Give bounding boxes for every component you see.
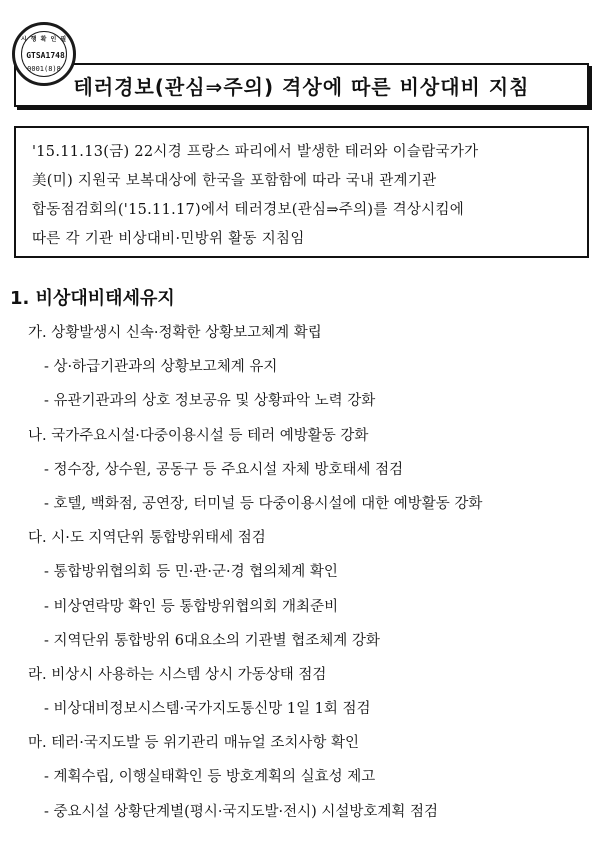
stamp-top-text: 시 행 확 인 필: [20, 36, 68, 43]
sub-item: - 비상대비정보시스템·국가지도통신망 1일 1회 점검: [44, 701, 371, 718]
sub-item: - 상·하급기관과의 상황보고체계 유지: [44, 359, 278, 376]
list-item: 라. 비상시 사용하는 시스템 상시 가동상태 점검: [28, 666, 327, 683]
sub-item: - 정수장, 상수원, 공동구 등 주요시설 자체 방호태세 점검: [44, 461, 404, 478]
stamp-code: GTSA1748: [26, 51, 65, 60]
list-item: 가. 상황발생시 신속·정확한 상황보고체계 확립: [28, 325, 322, 341]
sub-item: - 통합방위협의회 등 민·관·군·경 협의체계 확인: [44, 564, 338, 581]
sub-item: - 중요시설 상황단계별(평시·국지도발·전시) 시설방호계획 점검: [44, 803, 439, 820]
summary-line: 美(미) 지원국 보복대상에 한국을 포함함에 따라 국내 관계기관: [32, 173, 437, 189]
sub-item: - 비상연락망 확인 등 통합방위협의회 개최준비: [44, 598, 339, 615]
verification-stamp: [12, 22, 76, 86]
list-item: 다. 시·도 지역단위 통합방위태세 점검: [28, 530, 266, 547]
list-item: 나. 국가주요시설·다중이용시설 등 테러 예방활동 강화: [28, 427, 369, 444]
sub-item: - 계획수립, 이행실태확인 등 방호계획의 실효성 제고: [44, 769, 376, 786]
summary-line: 따른 각 기관 비상대비·민방위 활동 지침임: [32, 231, 305, 247]
sub-item: - 지역단위 통합방위 6대요소의 기관별 협조체계 강화: [44, 632, 380, 649]
summary-box: [14, 126, 589, 258]
sub-item: - 호텔, 백화점, 공연장, 터미널 등 다중이용시설에 대한 예방활동 강화: [44, 495, 483, 512]
list-item: 마. 테러·국지도발 등 위기관리 매뉴얼 조치사항 확인: [28, 735, 360, 752]
directive-list: [0, 318, 606, 831]
stamp-number: 0001(8)8: [27, 65, 61, 73]
summary-line: 합동점검회의('15.11.17)에서 테러경보(관심⇒주의)를 격상시킴에: [32, 202, 465, 218]
sub-item: - 유관기관과의 상호 정보공유 및 상황파악 노력 강화: [44, 393, 376, 410]
section-heading: 1. 비상대비태세유지: [10, 288, 175, 309]
document-title: 테러경보(관심⇒주의) 격상에 따른 비상대비 지침: [14, 63, 589, 107]
summary-line: '15.11.13(금) 22시경 프랑스 파리에서 발생한 테러와 이슬람국가가: [32, 144, 479, 160]
